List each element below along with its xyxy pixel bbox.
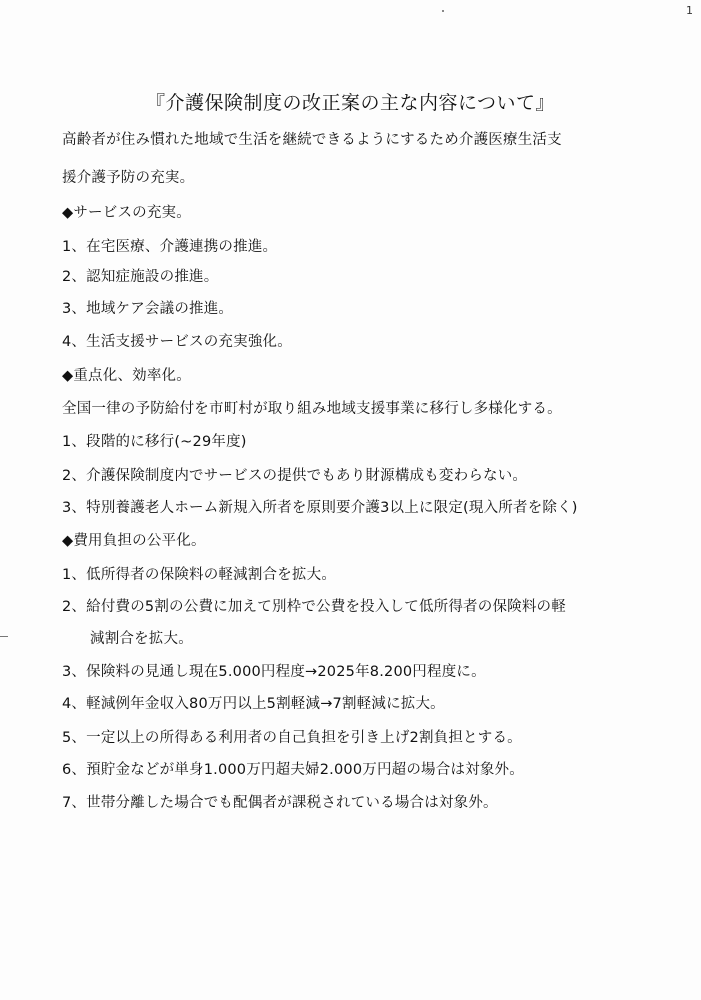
- text-line: 援介護予防の充実。: [62, 170, 195, 186]
- page-number: 1: [686, 4, 693, 17]
- list-item: 2、認知症施設の推進。: [62, 269, 219, 285]
- list-item: 1、段階的に移行(~29年度): [62, 434, 247, 450]
- scan-artifact: [0, 636, 8, 637]
- list-item: 2、給付費の5割の公費に加えて別枠で公費を投入して低所得者の保険料の軽: [62, 599, 566, 615]
- list-item: 4、軽減例年金収入80万円以上5割軽減→7割軽減に拡大。: [62, 696, 445, 712]
- list-item: 1、在宅医療、介護連携の推進。: [62, 239, 278, 255]
- list-item: 3、地域ケア会議の推進。: [62, 301, 234, 317]
- list-item: 6、預貯金などが単身1.000万円超夫婦2.000万円超の場合は対象外。: [62, 762, 524, 778]
- list-item: 2、介護保険制度内でサービスの提供でもあり財源構成も変わらない。: [62, 468, 528, 484]
- text-line: 高齢者が住み慣れた地域で生活を継続できるようにするため介護医療生活支: [62, 132, 562, 148]
- list-item: 7、世帯分離した場合でも配偶者が課税されている場合は対象外。: [62, 795, 498, 811]
- scan-artifact: [442, 10, 444, 12]
- text-line: 全国一律の予防給付を市町村が取り組み地域支援事業に移行し多様化する。: [62, 401, 562, 417]
- list-item-continuation: 減割合を拡大。: [90, 631, 193, 647]
- list-item: 4、生活支援サービスの充実強化。: [62, 334, 292, 350]
- list-item: 1、低所得者の保険料の軽減割合を拡大。: [62, 567, 337, 583]
- section-heading: ◆サービスの充実。: [62, 205, 191, 221]
- document-title: 『介護保険制度の改正案の主な内容について』: [145, 92, 556, 114]
- section-heading: ◆重点化、効率化。: [62, 368, 191, 384]
- list-item: 5、一定以上の所得ある利用者の自己負担を引き上げ2割負担とする。: [62, 730, 522, 746]
- section-heading: ◆費用負担の公平化。: [62, 533, 206, 549]
- list-item: 3、特別養護老人ホーム新規入所者を原則要介護3以上に限定(現入所者を除く): [62, 500, 578, 516]
- list-item: 3、保険料の見通し現在5.000円程度→2025年8.200円程度に。: [62, 664, 486, 680]
